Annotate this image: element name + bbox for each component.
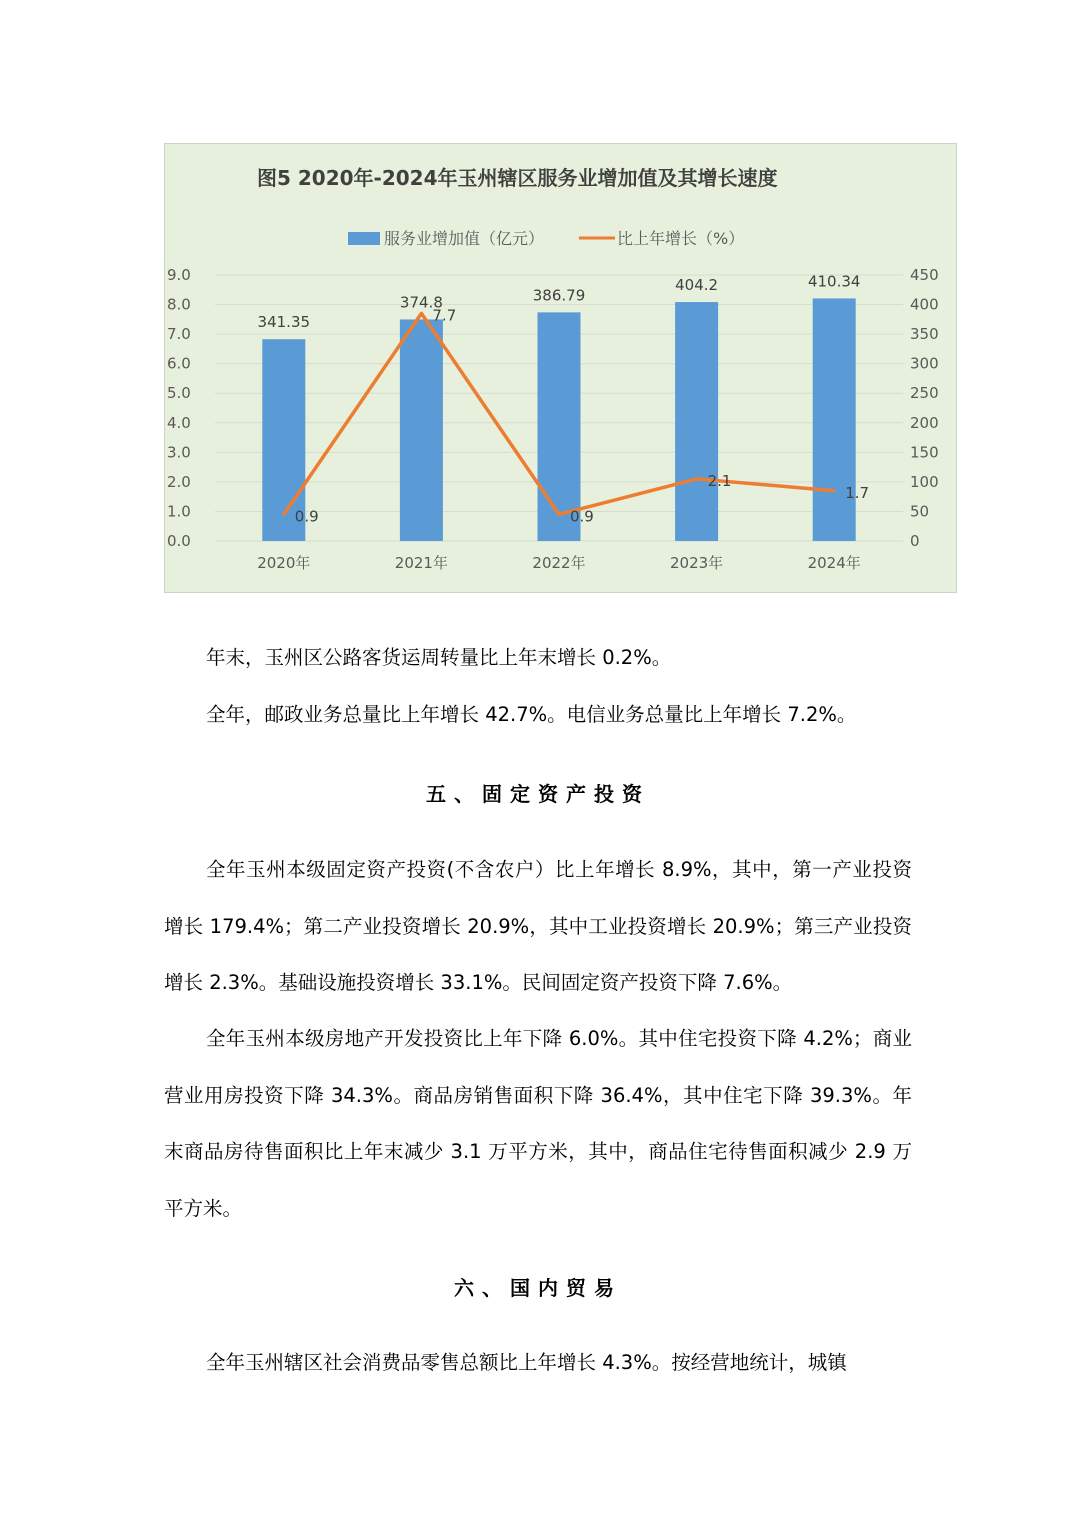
legend-bar-label: 服务业增加值（亿元） (384, 229, 545, 248)
growth-rate-point (420, 312, 423, 315)
left-axis-tick-label: 9.0 (167, 266, 191, 284)
line-data-label: 0.9 (570, 507, 594, 526)
category-label: 2021年 (394, 554, 448, 572)
right-axis-tick-label: 200 (910, 413, 939, 432)
category-label: 2024年 (807, 554, 861, 572)
bar-data-label: 404.2 (675, 276, 719, 295)
left-axis-tick-label: 7.0 (167, 325, 191, 344)
section-heading-domestic-trade: 六、国内贸易 (454, 1276, 622, 1300)
left-axis-tick-label: 8.0 (167, 295, 191, 314)
right-axis-tick-label: 50 (910, 502, 930, 521)
chart-figure-5 (164, 143, 957, 593)
left-axis-tick-label: 0.0 (167, 532, 191, 550)
legend-line-label: 比上年增长（%） (617, 229, 745, 248)
left-axis-tick-label: 4.0 (167, 413, 191, 432)
category-label: 2022年 (532, 554, 586, 572)
section-heading-fixed-assets: 五、固定资产投资 (426, 782, 650, 806)
paragraph-real-estate: 全年玉州本级房地产开发投资比上年下降 6.0%。其中住宅投资下降 4.2%；商业营业用房投资下降 34.3%。商品房销售面积下降 36.4%，其中住宅下降 39.3%。年末商品房待售面积比上年末减少 3.1 万平方米，其中，商品住宅待售面积减少 2.9 万平方米。 (164, 1027, 912, 1220)
bar-service-value (400, 319, 443, 541)
chart-legend (348, 229, 744, 248)
right-axis-tick-label: 450 (910, 266, 939, 284)
growth-rate-point (833, 489, 836, 492)
bar-data-label: 386.79 (532, 286, 586, 305)
line-data-label: 2.1 (707, 471, 732, 490)
left-axis-tick-label: 2.0 (167, 472, 191, 491)
category-label: 2020年 (257, 554, 311, 572)
paragraph-post-telecom: 全年，邮政业务总量比上年增长 42.7%。电信业务总量比上年增长 7.2%。 (206, 703, 857, 726)
paragraph-retail-sales: 全年玉州辖区社会消费品零售总额比上年增长 4.3%。按经营地统计，城镇 (206, 1351, 847, 1374)
growth-rate-point (282, 513, 285, 516)
left-axis-tick-label: 3.0 (167, 443, 191, 462)
chart-title: 图5 2020年-2024年玉州辖区服务业增加值及其增长速度 (257, 166, 778, 190)
bar-service-value (675, 302, 718, 541)
bar-service-value (813, 298, 856, 541)
growth-rate-point (695, 477, 698, 480)
bar-data-label: 374.8 (399, 293, 443, 312)
category-label: 2023年 (670, 554, 724, 572)
bar-data-label: 410.34 (807, 272, 861, 291)
line-data-label: 7.7 (432, 306, 457, 325)
chart-svg (165, 144, 958, 594)
line-data-label: 1.7 (845, 483, 870, 502)
right-axis-tick-label: 150 (910, 443, 939, 462)
bar-data-label: 341.35 (257, 313, 311, 332)
paragraph-road-transport: 年末，玉州区公路客货运周转量比上年末增长 0.2%。 (206, 646, 672, 669)
left-axis-tick-label: 5.0 (167, 384, 191, 403)
right-axis-tick-label: 250 (910, 384, 939, 403)
line-data-label: 0.9 (294, 507, 319, 526)
right-axis-tick-label: 350 (910, 325, 939, 344)
paragraph-fixed-asset-investment: 全年玉州本级固定资产投资(不含农户）比上年增长 8.9%，其中，第一产业投资增长 179.4%；第二产业投资增长 20.9%，其中工业投资增长 20.9%；第三产业投资增长 2.3%。基础设施投资增长 33.1%。民间固定资产投资下降 7.6%。 (164, 858, 912, 994)
left-axis-tick-label: 1.0 (167, 502, 191, 521)
left-axis-tick-label: 6.0 (167, 354, 191, 373)
right-axis-tick-label: 100 (910, 472, 939, 491)
legend-bar-swatch (348, 232, 380, 245)
right-axis-tick-label: 0 (910, 532, 920, 550)
growth-rate-point (558, 513, 561, 516)
right-axis-tick-label: 400 (910, 295, 939, 314)
right-axis-tick-label: 300 (910, 354, 939, 373)
